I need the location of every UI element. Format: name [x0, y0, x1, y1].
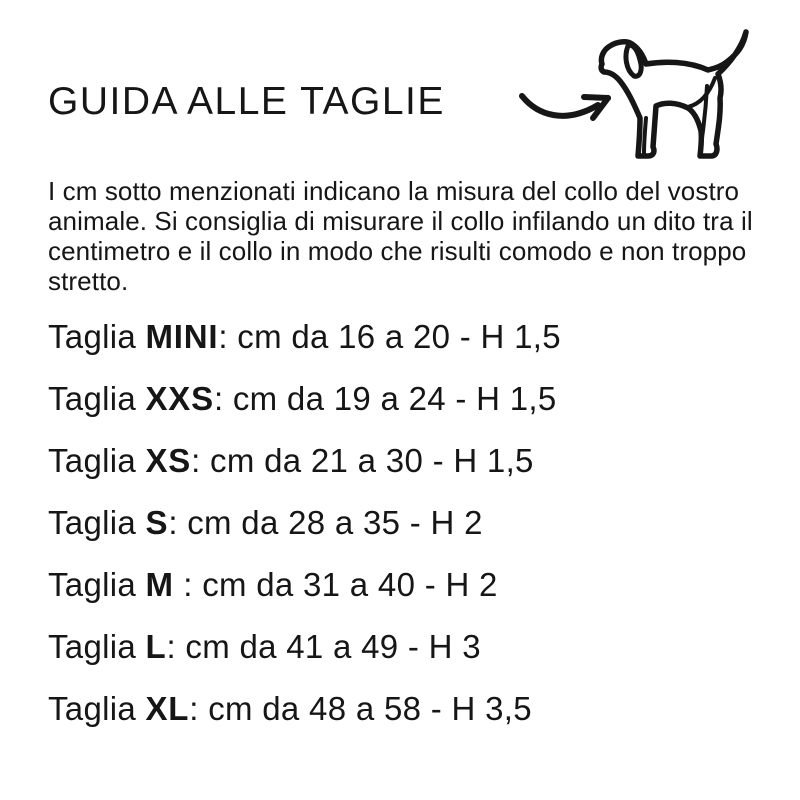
size-prefix: Taglia — [48, 690, 146, 727]
size-name: L — [145, 628, 167, 665]
size-details: : cm da 19 a 24 - H 1,5 — [213, 380, 557, 417]
size-name: XL — [145, 690, 190, 727]
size-name: MINI — [145, 318, 219, 355]
size-details: : cm da 28 a 35 - H 2 — [168, 504, 483, 541]
size-prefix: Taglia — [48, 318, 146, 355]
size-details: : cm da 16 a 20 - H 1,5 — [218, 318, 561, 355]
size-guide-list — [48, 306, 768, 740]
size-row-m — [48, 554, 768, 616]
size-row-s — [48, 492, 768, 554]
size-row-xs — [48, 430, 768, 492]
size-row-l — [48, 616, 768, 678]
size-row-xl — [48, 678, 768, 740]
size-prefix: Taglia — [48, 442, 146, 479]
size-prefix: Taglia — [48, 380, 146, 417]
size-name: XS — [145, 442, 192, 479]
size-name: M — [145, 566, 174, 603]
dog-illustration — [516, 18, 762, 168]
intro-paragraph: I cm sotto menzionati indicano la misura del collo del vostro animale. Si consiglia di misurare il collo infilando un dito tra il centimetro e il collo in modo che risulti comodo e non troppo stretto. — [48, 176, 753, 296]
dog-outline-icon — [601, 32, 746, 156]
size-details: : cm da 48 a 58 - H 3,5 — [189, 690, 532, 727]
size-prefix: Taglia — [48, 628, 146, 665]
arrow-to-neck-icon — [522, 96, 608, 118]
size-name: S — [145, 504, 169, 541]
size-details: : cm da 31 a 40 - H 2 — [173, 566, 498, 603]
size-row-xxs — [48, 368, 768, 430]
size-details: : cm da 41 a 49 - H 3 — [166, 628, 481, 665]
page-title: GUIDA ALLE TAGLIE — [48, 80, 445, 123]
size-prefix: Taglia — [48, 566, 146, 603]
size-details: : cm da 21 a 30 - H 1,5 — [191, 442, 534, 479]
size-prefix: Taglia — [48, 504, 146, 541]
size-name: XXS — [145, 380, 214, 417]
size-row-mini — [48, 306, 768, 368]
